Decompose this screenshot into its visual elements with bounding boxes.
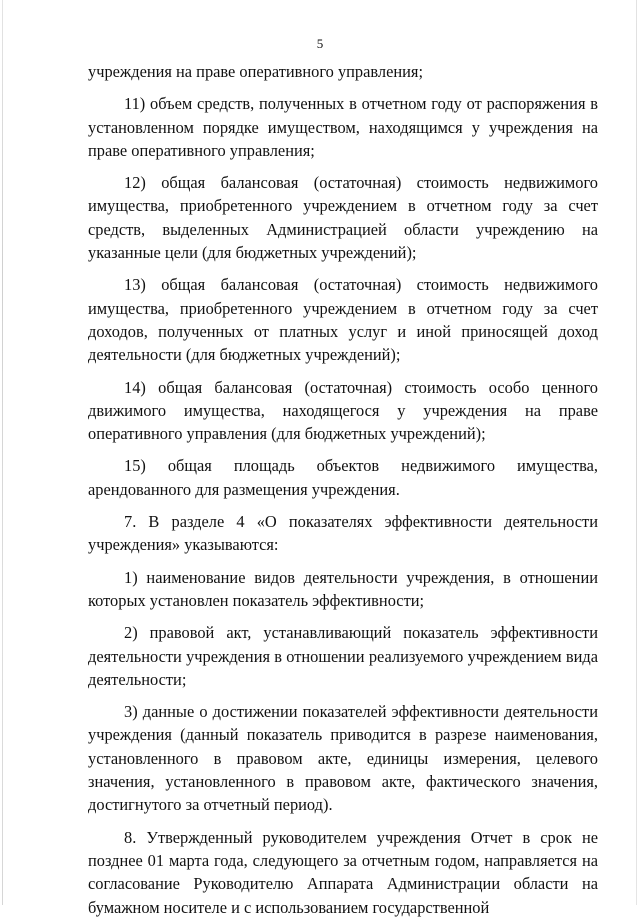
paragraph-section-7-item-2: 2) правовой акт, устанавливающий показатель эффективности деятельности учреждения в отношении реализуемого учреждением вида деятельности; — [88, 623, 598, 689]
paragraph-section-7-item-1: 1) наименование видов деятельности учреждения, в отношении которых установлен показатель эффективности; — [88, 567, 598, 610]
paragraph-item-15: 15) общая площадь объектов недвижимого имущества, арендованного для размещения учреждения. — [88, 456, 598, 499]
paragraph-continuation: учреждения на праве оперативного управления; — [88, 62, 424, 81]
paragraph-section-7-item-3: 3) данные о достижении показателей эффективности деятельности учреждения (данный показатель приводится в разрезе наименования, установленного в правовом акте, единицы измерения, целевого значения, установленного в правовом акте, фактического значения, достигнутого за отчетный период). — [88, 702, 598, 815]
page-number: 5 — [316, 36, 324, 51]
paragraph-item-12: 12) общая балансовая (остаточная) стоимость недвижимого имущества, приобретенного учреждением в отчетном году за счет средств, выделенных Администрацией области учреждению на указанные цели (для бюджетных учреждений); — [88, 173, 598, 263]
paragraph-item-14: 14) общая балансовая (остаточная) стоимость особо ценного движимого имущества, находящегося у учреждения на праве оперативного управления (для бюджетных учреждений); — [88, 377, 598, 444]
paragraph-item-11: 11) объем средств, полученных в отчетном году от распоряжения в установленном порядке имуществом, находящимся у учреждения на праве оперативного управления; — [88, 94, 598, 160]
scan-edge-left — [2, 0, 3, 905]
scan-edge-right — [636, 0, 637, 905]
paragraph-section-7: 7. В разделе 4 «О показателях эффективности деятельности учреждения» указываются: — [88, 512, 598, 555]
paragraph-section-8: 8. Утвержденный руководителем учреждения Отчет в срок не позднее 01 марта года, следующего за отчетным годом, направляется на согласование Руководителю Аппарата Администрации области на бумажном носителе и с использованием государственной — [88, 827, 598, 917]
document-text-body — [88, 60, 598, 919]
paragraph-item-13: 13) общая балансовая (остаточная) стоимость недвижимого имущества, приобретенного учреждением в отчетном году за счет доходов, полученных от платных услуг и иной приносящей доход деятельности (для бюджетных учреждений); — [88, 275, 598, 365]
